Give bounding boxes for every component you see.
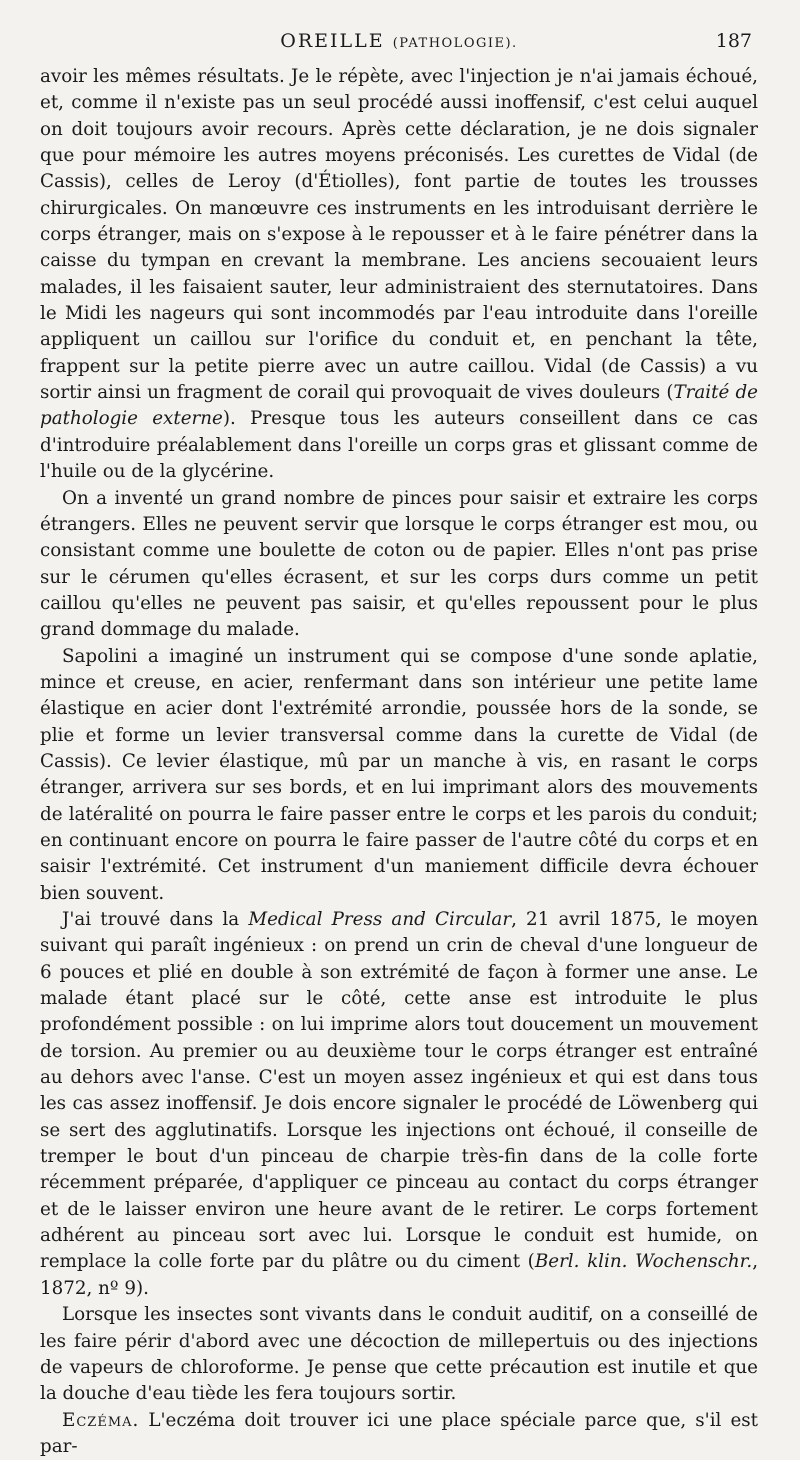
paragraph-4 [40, 907, 758, 1302]
paragraph-1-end: ). Presque tous les auteurs conseillent dans ce cas d'introduire préalablement dans l'oreille un corps gras et glissant comme de l'huile ou de la glycérine. [40, 408, 758, 483]
page-number: 187 [715, 30, 752, 52]
running-subtitle: (PATHOLOGIE). [392, 36, 518, 51]
paragraph-5: Lorsque les insectes sont vivants dans le conduit auditif, on a conseillé de les faire périr d'abord avec une décoction de millepertuis ou des injections de vapeurs de chloroforme. Je pense que cette précaution est inutile et que la douche d'eau tiède les fera toujours sortir. [40, 1304, 758, 1405]
citation-traite: Traité de pathologie externe [40, 382, 758, 430]
section-label-eczema: Eczéma. [62, 1409, 140, 1431]
paragraph-4-text: , 21 avril 1875, le moyen suivant qui paraît ingénieux : on prend un crin de cheval d'une longueur de 6 pouces et plié en double à son extrémité de façon à former une anse. Le malade étant placé sur le côté, cette anse est introduite le plus profondément possible : on lui imprime alors tout doucement un mouvement de torsion. Au premier ou au deuxième tour le corps étranger est entraîné au dehors avec l'anse. C'est un moyen assez ingénieux et qui est dans tous les cas assez inoffensif. Je dois encore signaler le procédé de Löwenberg qui se sert des agglutinatifs. Lorsque les injections ont échoué, il conseille de tremper le bout d'un pinceau de charpie très-fin dans de la colle forte récemment préparée, d'appliquer ce pinceau au contact du corps étranger et de le laisser environ une heure avant de le retirer. Le corps fortement adhérent au pinceau sort avec lui. Lorsque le conduit est humide, on remplace la colle forte par du plâtre ou du ciment ( [40, 909, 758, 1273]
page-header [40, 30, 758, 64]
running-head [40, 30, 758, 52]
paragraph-2: On a inventé un grand nombre de pinces pour saisir et extraire les corps étrangers. Elles ne peuvent servir que lorsque le corps étranger est mou, ou consistant comme une boulette de coton ou de papier. Elles n'ont pas prise sur le cérumen qu'elles écrasent, et sur les corps durs comme un petit caillou qu'elles ne peuvent pas saisir, et qu'elles repoussent pour le plus grand dommage du malade. [40, 487, 758, 641]
paragraph-1 [40, 64, 758, 486]
paragraph-1-text: avoir les mêmes résultats. Je le répète, avec l'injection je n'ai jamais échoué, et, comme il n'existe pas un seul procédé aussi inoffensif, c'est celui auquel on doit toujours avoir recours. Après cette déclaration, je ne dois signaler que pour mémoire les autres moyens préconisés. Les curettes de Vidal (de Cassis), celles de Leroy (d'Étiolles), font partie de toutes les trousses chirurgicales. On manœuvre ces instruments en les introduisant derrière le corps étranger, mais on s'expose à le repousser et à le faire pénétrer dans la caisse du tympan en crevant la membrane. Les anciens secouaient leurs malades, il les faisaient sauter, leur administraient des sternutatoires. Dans le Midi les nageurs qui sont incommodés par l'eau introduite dans l'oreille appliquent un caillou sur l'orifice du conduit et, en penchant la tête, frappent sur la petite pierre avec un autre caillou. Vidal (de Cassis) a vu sortir ainsi un fragment de corail qui provoquait de vives douleurs ( [40, 66, 758, 404]
paragraph-4-end: , 1872, nº 9). [40, 1251, 758, 1299]
paragraph-3: Sapolini a imaginé un instrument qui se compose d'une sonde aplatie, mince et creuse, en acier, renfermant dans son intérieur une petite lame élastique en acier dont l'extrémité arrondie, poussée hors de la sonde, se plie et forme un levier transversal comme dans la curette de Vidal (de Cassis). Ce levier élastique, mû par un manche à vis, en rasant le corps étranger, arrivera sur ses bords, et en lui imprimant alors des mouvements de latéralité on pourra le faire passer entre le corps et les parois du conduit; en continuant encore on pourra le faire passer de l'autre côté du corps et en saisir l'extrémité. Cet instrument d'un maniement difficile devra échouer bien souvent. [40, 645, 758, 904]
paragraph-6 [40, 1408, 758, 1460]
citation-medical-press: Medical Press and Circular [248, 909, 512, 930]
paragraph-6-text: L'eczéma doit trouver ici une place spéciale parce que, s'il est par- [40, 1409, 758, 1457]
body-text [40, 64, 758, 1460]
paragraph-4-start: J'ai trouvé dans la [62, 909, 249, 930]
citation-berl-klin: Berl. klin. Wochenschr. [534, 1251, 753, 1273]
running-title: OREILLE [280, 30, 385, 52]
